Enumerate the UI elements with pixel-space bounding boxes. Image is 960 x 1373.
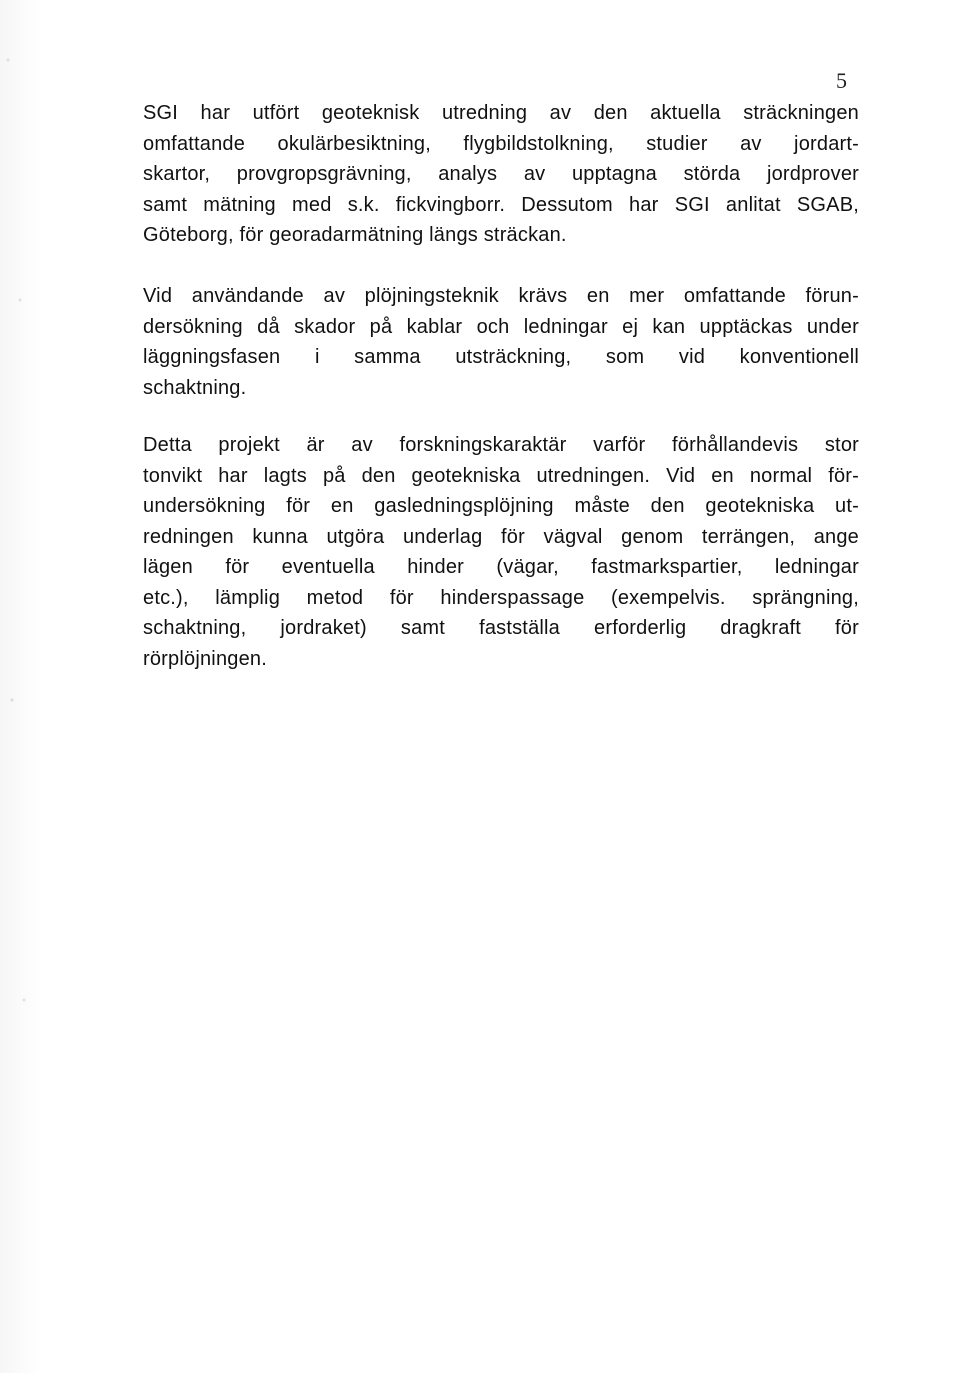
paragraph-1	[143, 98, 859, 251]
page-number: 5	[836, 68, 847, 93]
paragraph-line: undersökning för en gasledningsplöjning måste den geotekniska ut-	[143, 495, 859, 517]
paragraph-line: Vid användande av plöjningsteknik krävs en mer omfattande förun-	[143, 285, 859, 307]
paragraph-line: samt mätning med s.k. fickvingborr. Dessutom har SGI anlitat SGAB,	[143, 193, 859, 216]
paragraph-line: redningen kunna utgöra underlag för vägval genom terrängen, ange	[143, 525, 859, 548]
paragraph-line: lägen för eventuella hinder (vägar, fastmarkspartier, ledningar	[143, 556, 859, 578]
paragraph-line: etc.), lämplig metod för hinderspassage (exempelvis. sprängning,	[143, 586, 859, 609]
paragraph-line: läggningsfasen i samma utsträckning, som vid konventionell	[143, 346, 859, 368]
paragraph-line: tonvikt har lagts på den geotekniska utredningen. Vid en normal för-	[143, 464, 859, 487]
scan-edge-artifact	[0, 0, 42, 1373]
paragraph-line: SGI har utfört geoteknisk utredning av den aktuella sträckningen	[143, 102, 859, 124]
paragraph-line: skartor, provgropsgrävning, analys av upptagna störda jordprover	[143, 163, 859, 185]
paragraph-line: Detta projekt är av forskningskaraktär varför förhållandevis stor	[143, 434, 859, 456]
paragraph-2	[143, 281, 859, 403]
paragraph-line: rörplöjningen.	[143, 647, 267, 670]
paragraph-line: omfattande okulärbesiktning, flygbildstolkning, studier av jordart-	[143, 132, 859, 155]
paragraph-3	[143, 430, 859, 674]
paragraph-line: Göteborg, för georadarmätning längs sträckan.	[143, 224, 567, 246]
paragraph-line: schaktning.	[143, 376, 247, 399]
paragraph-line: dersökning då skador på kablar och ledningar ej kan upptäckas under	[143, 315, 859, 338]
paragraph-line: schaktning, jordraket) samt fastställa erforderlig dragkraft för	[143, 617, 859, 639]
